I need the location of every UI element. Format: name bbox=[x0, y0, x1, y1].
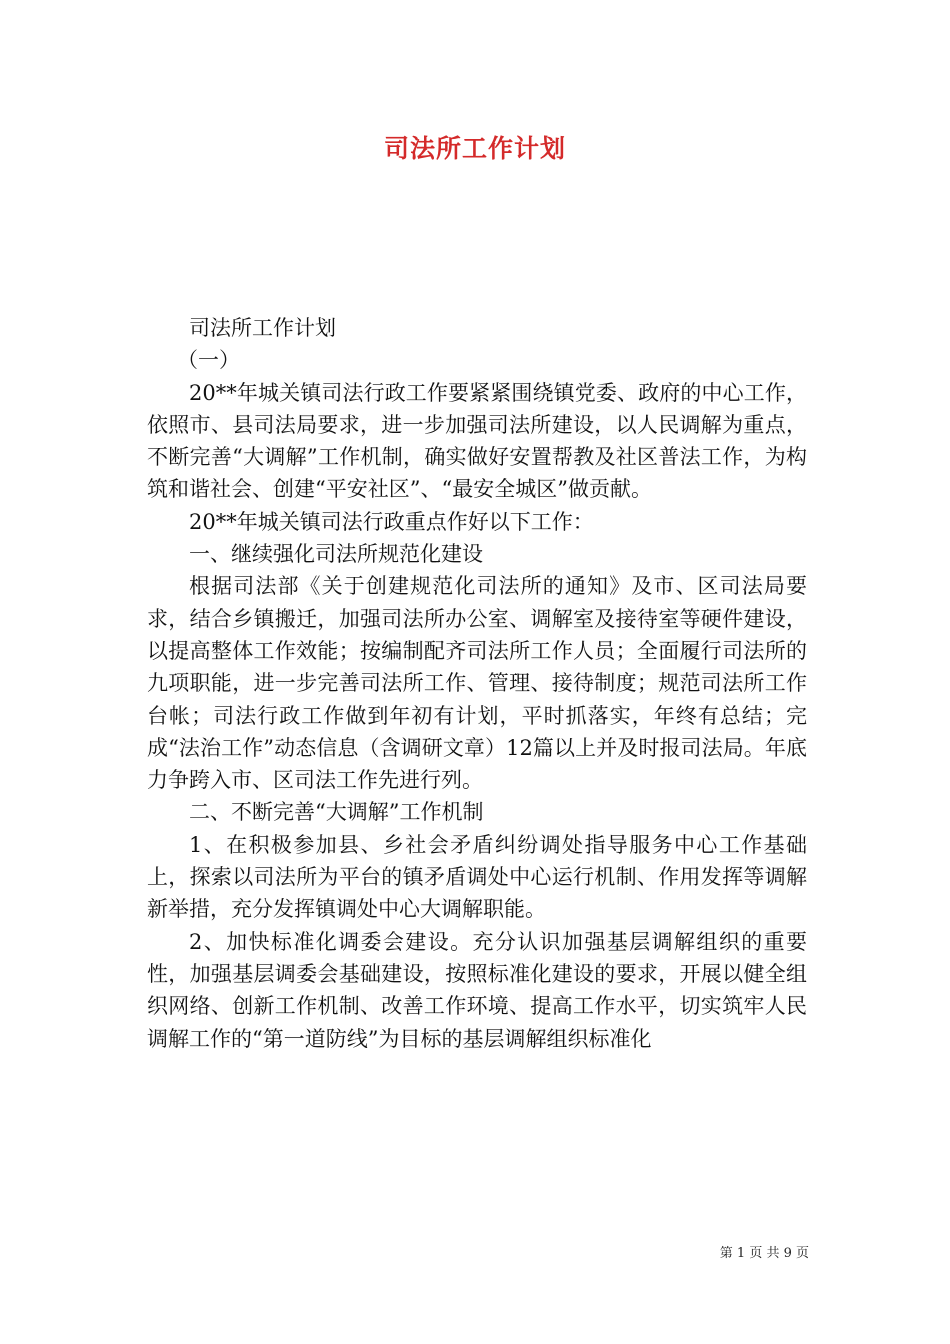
document-title: 司法所工作计划 bbox=[383, 134, 566, 163]
section-2-item-2-paragraph: 2、加快标准化调委会建设。充分认识加强基层调解组织的重要性，加强基层调委会基础建设，按照标准化建设的要求，开展以健全组织网络、创新工作机制、改善工作环境、提高工作水平，切实筑牢人民调解工作的“第一道防线”为目标的基层调解组织标准化 bbox=[147, 929, 807, 1051]
intro-paragraph: 20**年城关镇司法行政工作要紧紧围绕镇党委、政府的中心工作，依照市、县司法局要求，进一步加强司法所建设，以人民调解为重点，不断完善“大调解”工作机制，确实做好安置帮教及社区普法工作，为构筑和谐社会、创建“平安社区”、“最安全城区”做贡献。 bbox=[147, 380, 807, 502]
page-number-footer: 第 1 页 共 9 页 bbox=[719, 1246, 809, 1261]
section-heading-1: 一、继续强化司法所规范化建设 bbox=[189, 542, 483, 567]
section-1-paragraph: 根据司法部《关于创建规范化司法所的通知》及市、区司法局要求，结合乡镇搬迁，加强司法所办公室、调解室及接待室等硬件建设，以提高整体工作效能；按编制配齐司法所工作人员；全面履行司法所的九项职能，进一步完善司法所工作、管理、接待制度；规范司法所工作台帐；司法行政工作做到年初有计划，平时抓落实，年终有总结；完成“法治工作”动态信息（含调研文章）12篇以上并及时报司法局。年底力争跨入市、区司法工作先进行列。 bbox=[147, 574, 807, 793]
section-heading-2: 二、不断完善“大调解”工作机制 bbox=[189, 800, 484, 825]
section-number-paragraph: （一） bbox=[177, 348, 240, 373]
key-work-paragraph: 20**年城关镇司法行政重点作好以下工作： bbox=[189, 509, 594, 534]
document-body bbox=[147, 312, 807, 1055]
section-2-item-1-paragraph: 1、在积极参加县、乡社会矛盾纠纷调处指导服务中心工作基础上，探索以司法所为平台的镇矛盾调处中心运行机制、作用发挥等调解新举措，充分发挥镇调处中心大调解职能。 bbox=[147, 832, 807, 922]
subtitle-paragraph: 司法所工作计划 bbox=[189, 316, 336, 340]
